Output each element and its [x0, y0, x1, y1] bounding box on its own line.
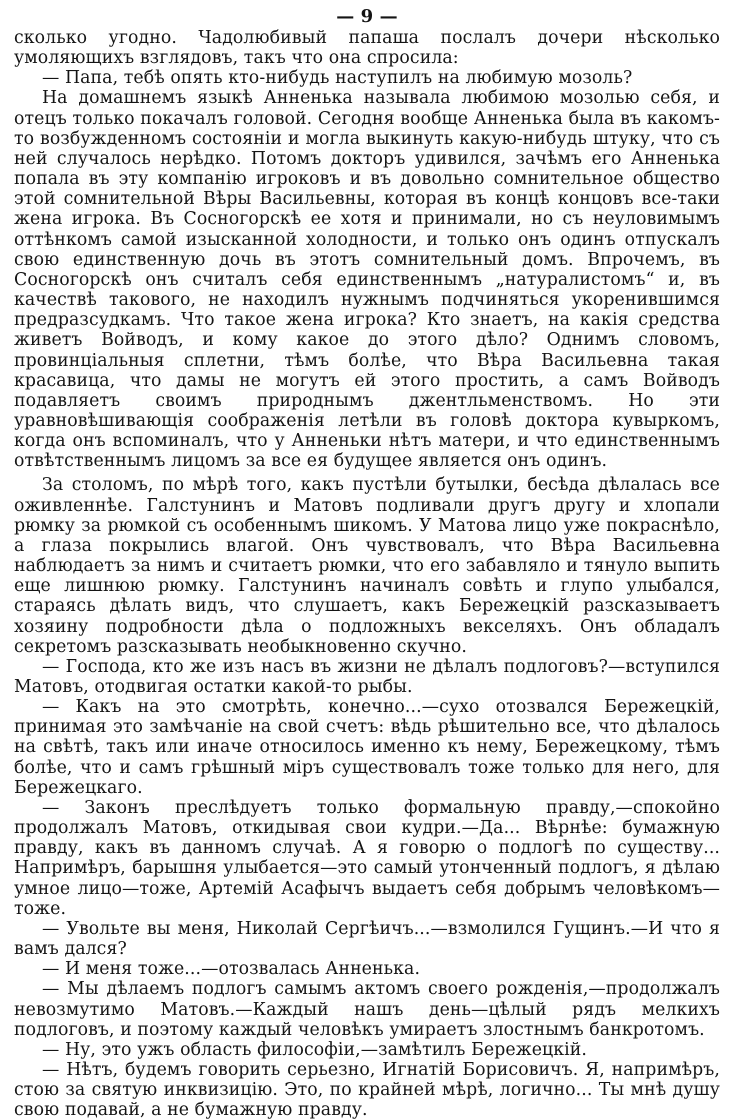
paragraph-dialogue-matov-birth: — Мы дѣлаемъ подлогъ самымъ актомъ своего рожденія,—продолжалъ невозмутимо Матовъ.—Каждый нашъ день—цѣлый рядъ мелкихъ подлоговъ, и поэтому каждый человѣкъ умираетъ злостнымъ банкротомъ. — [14, 979, 720, 1040]
paragraph-dialogue-annenka-me-too: — И меня тоже...—отозвалась Анненька. — [42, 959, 421, 980]
paragraph-continuation: сколько угодно. Чадолюбивый папаша послалъ дочери нѣсколько умоляющихъ взглядовъ, такъ что она спросила: — [14, 28, 720, 69]
paragraph-dialogue-matov-forgery: — Господа, кто же изъ насъ въ жизни не дѣлалъ подлоговъ?—вступился Матовъ, отодвигая остатки какой-то рыбы. — [14, 656, 720, 697]
paragraph-dialogue-matov-law: — Законъ преслѣдуетъ только формальную правду,—спокойно продолжалъ Матовъ, откидывая свои кудри.—Да... Вѣрнѣе: бумажную правду, какъ въ данномъ случаѣ. А я говорю о подлогѣ по существу... Напримѣръ, барышня улыбается—это самый утонченный подлогъ, я дѣлаю умное лицо—тоже, Артемій Асафычъ выдаетъ себя добрымъ человѣкомъ—тоже. — [14, 797, 720, 919]
page-number: — 9 — — [336, 6, 398, 27]
paragraph-dialogue-matov-inquisition: — Нѣтъ, будемъ говорить серьезно, Игнатій Борисовичъ. Я, напримѣръ, стою за святую инквизицію. Это, по крайней мѣрѣ, логично... Ты мнѣ душу свою подавай, а не бумажную правду. — [14, 1059, 720, 1120]
paragraph-table-conversation: За столомъ, по мѣрѣ того, какъ пустѣли бутылки, бесѣда дѣлалась все оживленнѣе. Галстунинъ и Матовъ подливали другъ другу и хлопали рюмку за рюмкой съ особеннымъ шикомъ. У Матова лицо уже покраснѣло, а глаза покрылись влагой. Онъ чувствовалъ, что Вѣра Васильевна наблюдаетъ за нимъ и считаетъ рюмки, что его забавляло и тянуло выпить еще лишнюю рюмку. Галстунинъ начиналъ совѣть и глупо улыбался, стараясь дѣлать видъ, что слушаетъ, какъ Бережецкій разсказываетъ хозяину подробности дѣла о подложныхъ векселяхъ. Онъ обладалъ секретомъ разсказывать необыкновенно скучно. — [14, 475, 720, 657]
paragraph-doctor-reflection: На домашнемъ языкѣ Анненька называла любимою мозолью себя, и отецъ только покачалъ головой. Сегодня вообще Анненька была въ какомъ-то возбужденномъ состояніи и могла выкинуть какую-нибудь штуку, что съ ней случалось нерѣдко. Потомъ докторъ удивился, зачѣмъ его Анненька попала въ эту компанію игроковъ и въ довольно сомнительное общество этой сомнительной Вѣры Васильевны, которая въ концѣ концовъ все-таки жена игрока. Въ Сосногорскѣ ее хотя и принимали, но съ неуловимымъ оттѣнкомъ самой изысканной холодности, и только онъ одинъ отпускалъ свою единственную дочь въ этотъ сомнительный домъ. Впрочемъ, въ Сосногорскѣ онъ считалъ себя единственнымъ „натуралистомъ“ и, въ качествѣ такового, не находилъ нужнымъ подчиняться укоренившимся предразсудкамъ. Что такое жена игрока? Кто знаетъ, на какія средства живетъ Войводъ, и кому какое до этого дѣло? Однимъ словомъ, провинціальныя сплетни, тѣмъ болѣе, что Вѣра Васильевна такая красавица, что дамы не могутъ ей этого простить, а самъ Войводъ подавляетъ своимъ природнымъ джентльменствомъ. Но эти уравновѣшивающія соображенія летѣли въ головѣ доктора кувыркомъ, когда онъ вспоминалъ, что у Анненьки нѣтъ матери, и что единственнымъ отвѣтственнымъ лицомъ за все ея будущее является онъ одинъ. — [14, 88, 720, 472]
paragraph-dialogue-annenka-question: — Папа, тебѣ опять кто-нибудь наступилъ на любимую мозоль? — [42, 68, 633, 89]
paragraph-dialogue-berezhetsky-reply: — Какъ на это смотрѣть, конечно...—сухо отозвался Бережецкій, принимая это замѣчаніе на свой счетъ: вѣдь рѣшительно все, что дѣлалось на свѣтѣ, такъ или иначе относилось именно къ нему, Бережецкому, тѣмъ болѣе, что и самъ грѣшный міръ существовалъ тоже только для него, для Бережецкаго. — [14, 697, 720, 798]
paragraph-dialogue-gushchin: — Увольте вы меня, Николай Сергѣичъ...—взмолился Гущинъ.—И что я вамъ дался? — [14, 918, 720, 960]
paragraph-dialogue-berezhetsky-philosophy: — Ну, это ужъ область философіи,—замѣтилъ Бережецкій. — [42, 1039, 588, 1060]
